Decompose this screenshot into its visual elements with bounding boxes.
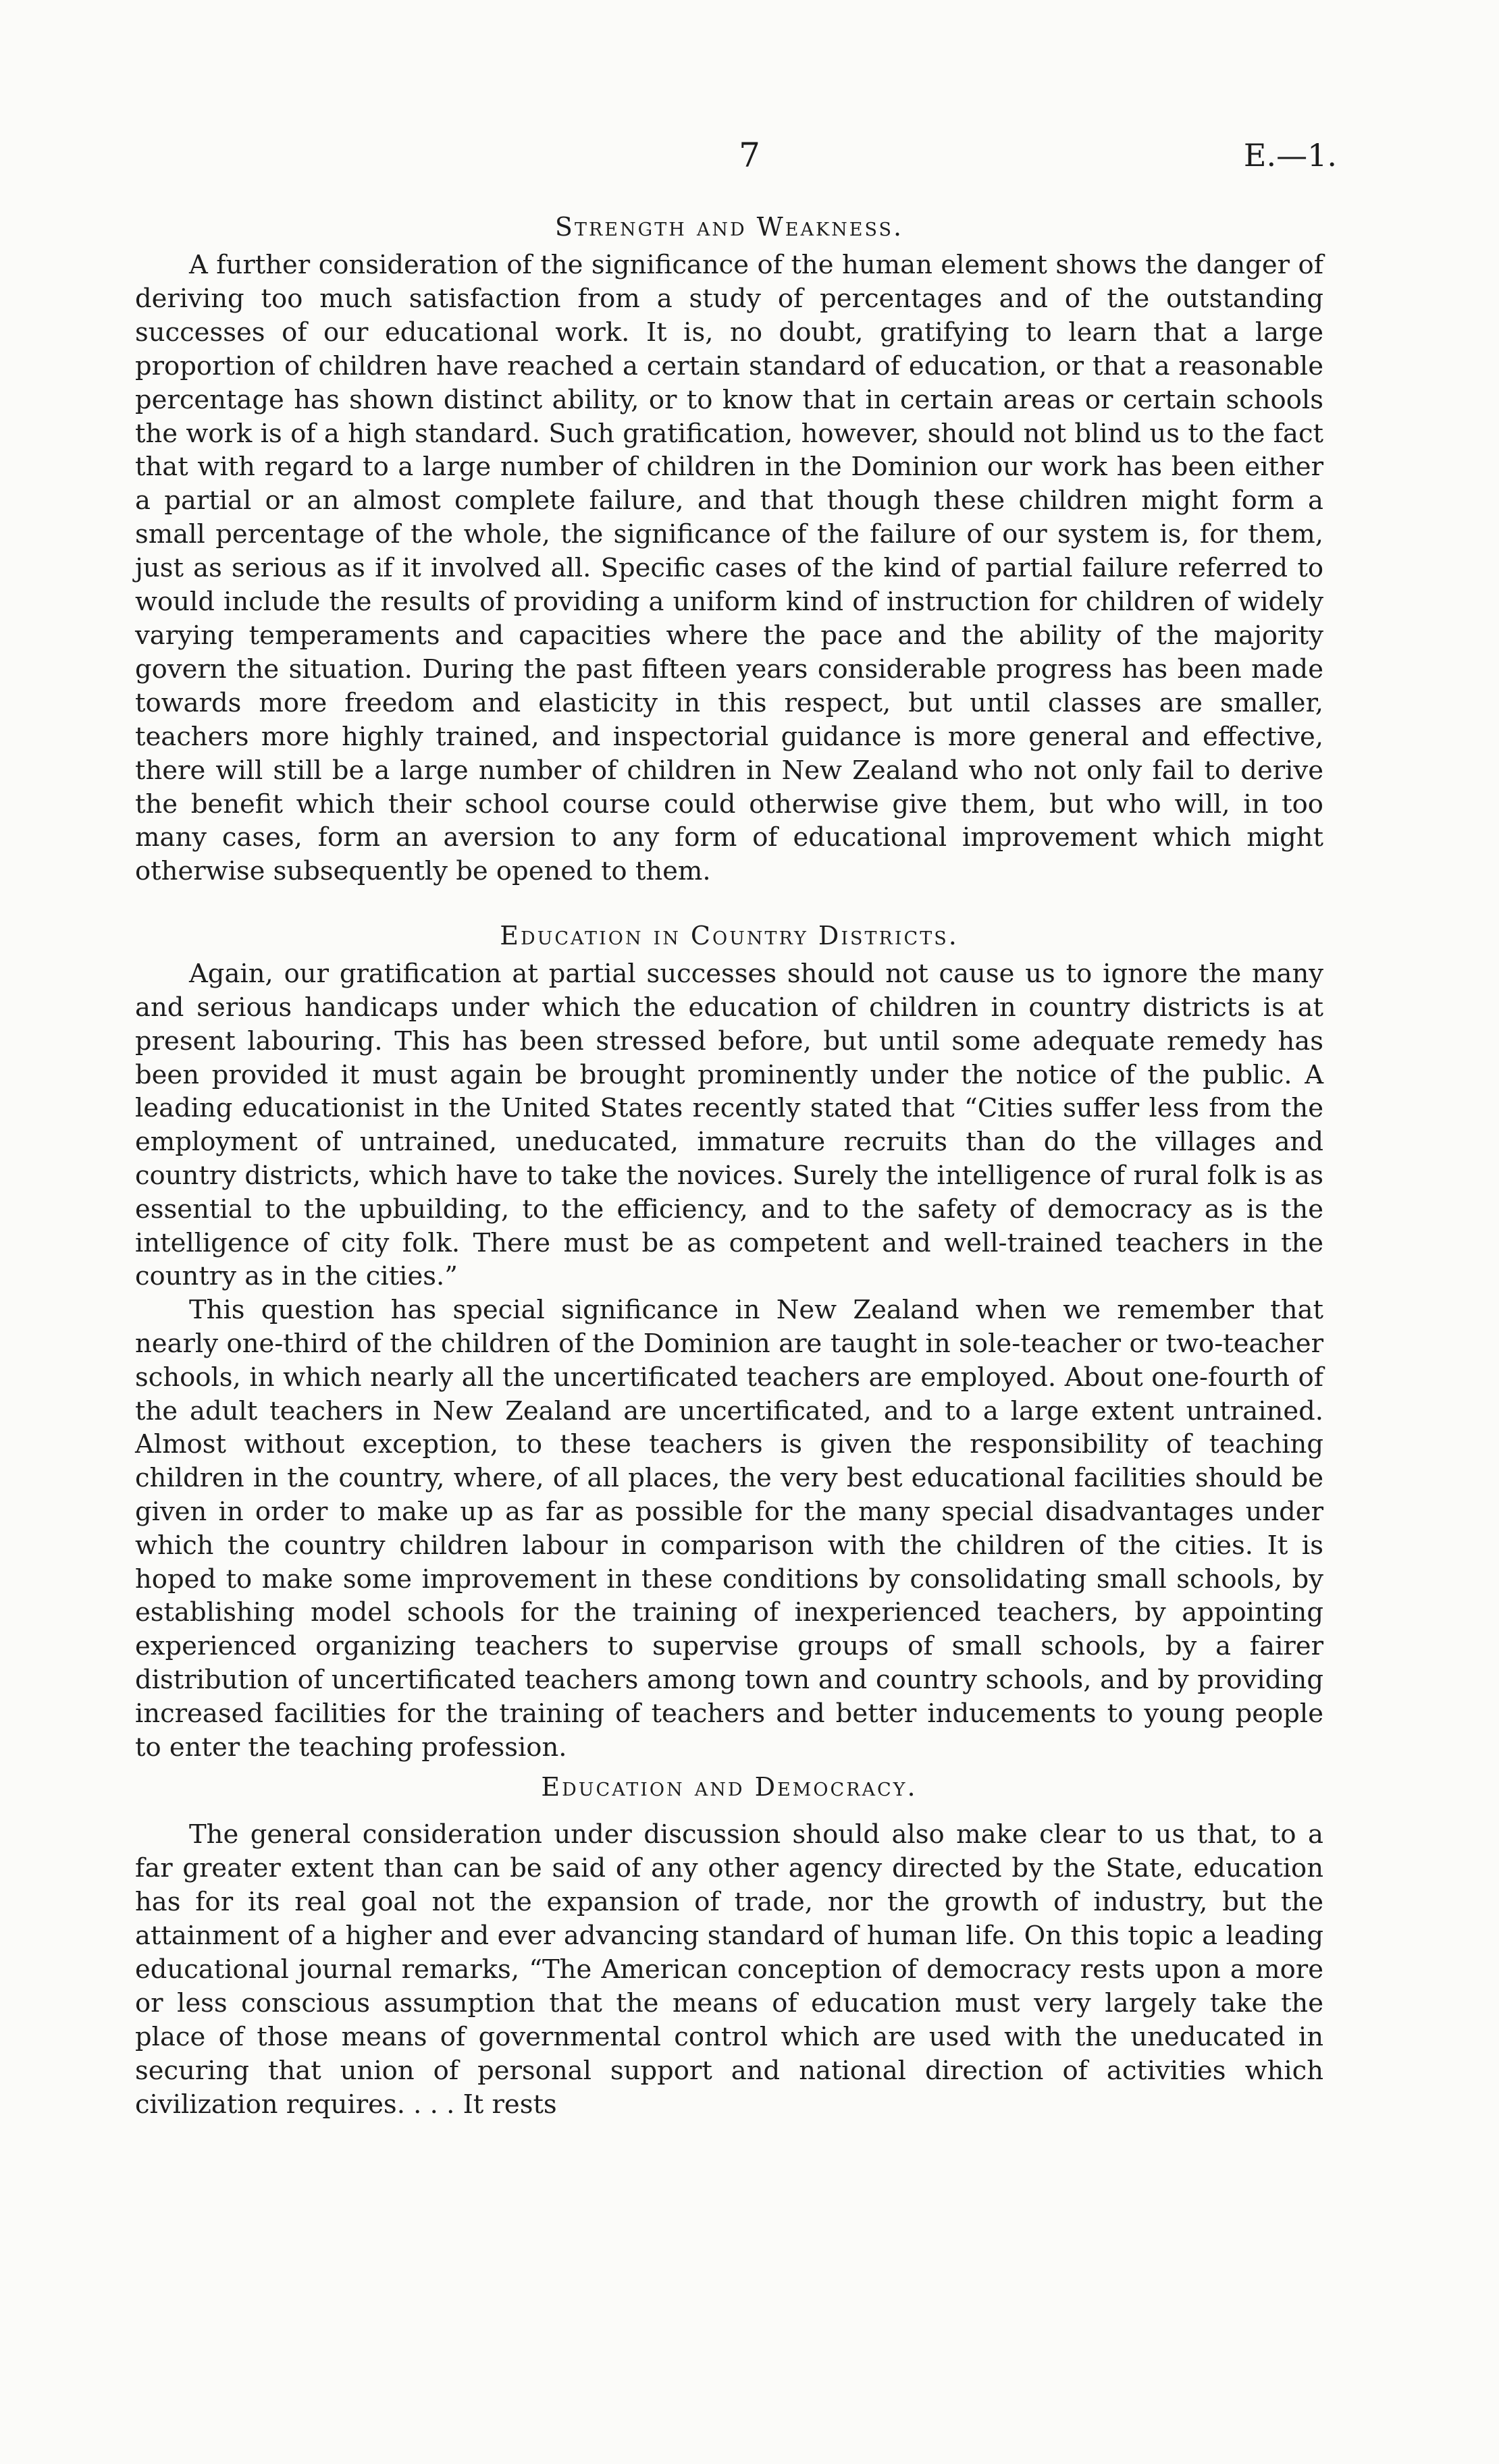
paragraph: This question has special significance in New Zealand when we remember that nearly one-third of the children of the Dominion are taught in sole-teacher or two-teacher schools, in which nearly all the uncertificated teachers are employed. About one-fourth of the adult teachers in New Zealand are uncertificated, and to a large extent untrained. Almost without exception, to these teachers is given the responsibility of teaching children in the country, where, of all places, the very best educational facilities should be given in order to make up as far as possible for the many special disadvantages under which the country children labour in comparison with the children of the cities. It is hoped to make some improvement in these conditions by consolidating small schools, by establishing model schools for the training of inexperienced teachers, by appointing experienced organizing teachers to supervise groups of small schools, by a fairer distribution of uncertificated teachers among town and country schools, and by providing increased facilities for the training of teachers and better inducements to young people to enter the teaching profession. — [135, 1295, 1323, 1763]
paragraph: A further consideration of the significance of the human element shows the danger of deriving too much satisfaction from a study of percentages and of the outstanding successes of our educational work. It is, no doubt, gratifying to learn that a large proportion of children have reached a certain standard of education, or that a reasonable percentage has shown distinct ability, or to know that in certain areas or certain schools the work is of a high standard. Such gratification, however, should not blind us to the fact that with regard to a large number of children in the Dominion our work has been either a partial or an almost complete failure, and that though these children might form a small percentage of the whole, the significance of the failure of our system is, for them, just as serious as if it involved all. Specific cases of the kind of partial failure referred to would include the results of providing a uniform kind of instruction for children of widely varying temperaments and capacities where the pace and the ability of the majority govern the situation. During the past fifteen years considerable progress has been made towards more freedom and elasticity in this respect, but until classes are smaller, teachers more highly trained, and inspectorial guidance is more general and effective, there will still be a large number of children in New Zealand who not only fail to derive the benefit which their school course could otherwise give them, but who will, in too many cases, form an aversion to any form of educational improvement which might otherwise subsequently be opened to them. — [135, 250, 1323, 887]
page-number: 7 — [739, 136, 760, 175]
section-education-in-country-districts — [135, 918, 1323, 1764]
paragraph: Again, our gratification at partial successes should not cause us to ignore the many and serious handicaps under which the education of children in country districts is at present labouring. This has been stressed before, but until some adequate remedy has been provided it must again be brought prominently under the notice of the public. A leading educationist in the United States recently stated that “Cities suffer less from the employment of untrained, uneducated, immature recruits than do the villages and country districts, which have to take the novices. Surely the intelligence of rural folk is as essential to the upbuilding, to the efficiency, and to the safety of democracy as is the intelligence of city folk. There must be as competent and well-trained teachers in the country as in the cities.” — [135, 959, 1323, 1292]
section-education-and-democracy — [135, 1769, 1323, 2121]
section-heading: Education and Democracy. — [541, 1772, 918, 1802]
section-strength-and-weakness — [135, 209, 1323, 888]
document-body — [135, 209, 1323, 2122]
section-heading: Education in Country Districts. — [500, 921, 959, 951]
paragraph: The general consideration under discussion should also make clear to us that, to a far greater extent than can be said of any other agency directed by the State, education has for its real goal not the expansion of trade, nor the growth of industry, but the attainment of a higher and ever advancing standard of human life. On this topic a leading educational journal remarks, “The American conception of democracy rests upon a more or less conscious assumption that the means of education must very largely take the place of those means of governmental control which are used with the uneducated in securing that union of personal support and national direction of activities which civilization requires. . . . It rests — [135, 1819, 1323, 2120]
section-heading: Strength and Weakness. — [554, 212, 904, 242]
document-reference: E.—1. — [1243, 137, 1337, 173]
